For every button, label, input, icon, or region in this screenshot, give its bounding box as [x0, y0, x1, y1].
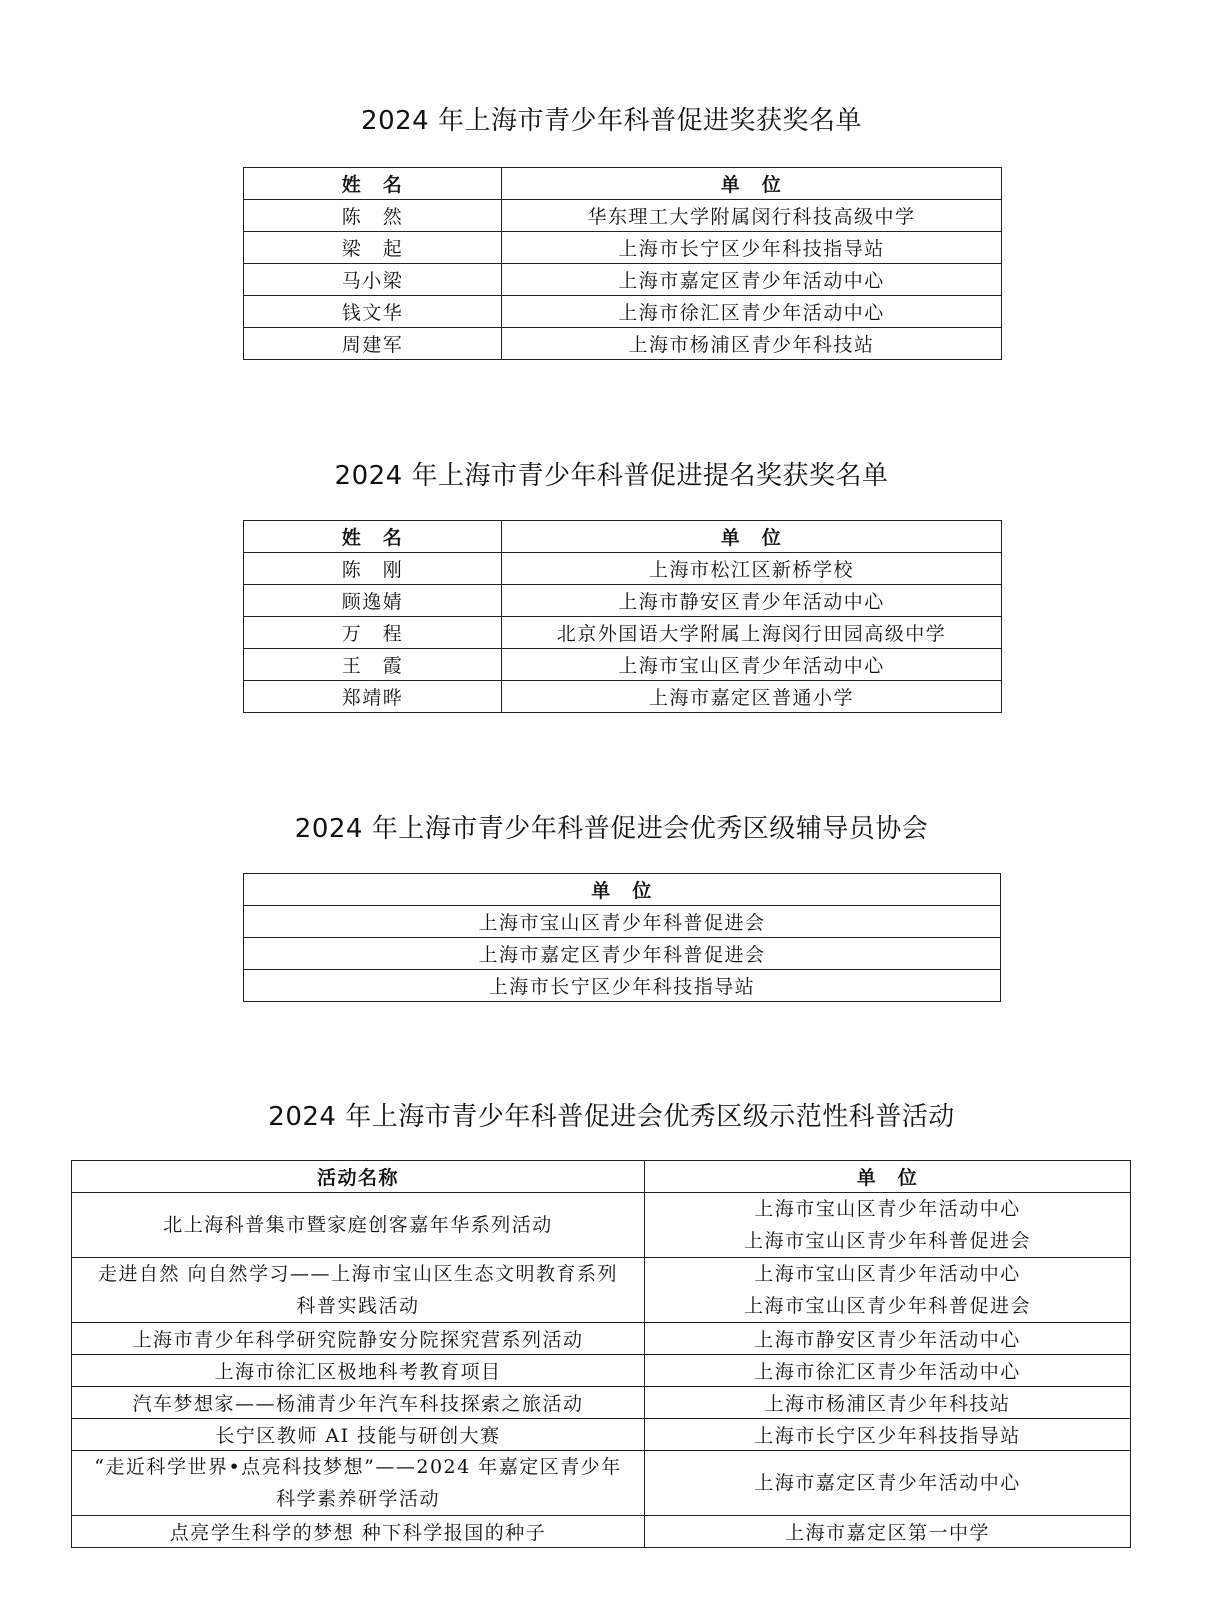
table-row: [72, 1258, 1131, 1323]
activity-line: 科学素养研学活动: [275, 1488, 440, 1510]
table-row: [244, 970, 1001, 1002]
section1-table: [243, 167, 1002, 360]
name-cell: 梁 起: [244, 232, 502, 264]
header-unit: 单 位: [645, 1161, 1131, 1193]
table-row: [244, 264, 1002, 296]
section1-title: 2024 年上海市青少年科普促进奖获奖名单: [361, 106, 862, 136]
unit-line: 上海市宝山区青少年科普促进会: [743, 1295, 1031, 1317]
name-cell: 郑靖晔: [244, 681, 502, 713]
table-row: [244, 906, 1001, 938]
activity-line: 科普实践活动: [296, 1295, 420, 1317]
table-header-row: [244, 874, 1001, 906]
table-row: [72, 1419, 1131, 1451]
table-row: [72, 1323, 1131, 1355]
unit-cell: 上海市宝山区青少年科普促进会: [244, 906, 1001, 938]
unit-cell: [645, 1258, 1131, 1323]
unit-cell: 北京外国语大学附属上海闵行田园高级中学: [502, 617, 1002, 649]
table-row: [244, 328, 1002, 360]
table-row: [72, 1355, 1131, 1387]
table-row: [244, 296, 1002, 328]
unit-cell: 上海市徐汇区青少年活动中心: [502, 296, 1002, 328]
unit-cell: 上海市嘉定区青少年活动中心: [645, 1451, 1131, 1516]
table-row: [72, 1516, 1131, 1548]
name-cell: 陈 刚: [244, 553, 502, 585]
table-row: [244, 938, 1001, 970]
unit-cell: [645, 1193, 1131, 1258]
header-unit: 单 位: [244, 874, 1001, 906]
table-row: [72, 1193, 1131, 1258]
name-cell: 陈 然: [244, 200, 502, 232]
table-row: [244, 649, 1002, 681]
unit-cell: 上海市杨浦区青少年科技站: [502, 328, 1002, 360]
name-cell: 万 程: [244, 617, 502, 649]
table-row: [244, 617, 1002, 649]
unit-cell: 上海市杨浦区青少年科技站: [645, 1387, 1131, 1419]
name-cell: 钱文华: [244, 296, 502, 328]
section2-table: [243, 520, 1002, 713]
unit-cell: 上海市静安区青少年活动中心: [645, 1323, 1131, 1355]
name-cell: 周建军: [244, 328, 502, 360]
table-header-row: [72, 1161, 1131, 1193]
name-cell: 王 霞: [244, 649, 502, 681]
table-row: [72, 1451, 1131, 1516]
section3-table: [243, 873, 1001, 1002]
section3-title: 2024 年上海市青少年科普促进会优秀区级辅导员协会: [294, 814, 929, 844]
unit-cell: 上海市长宁区少年科技指导站: [244, 970, 1001, 1002]
header-unit: 单 位: [502, 521, 1002, 553]
unit-line: 上海市宝山区青少年科普促进会: [743, 1230, 1031, 1252]
activity-line: 走进自然 向自然学习——上海市宝山区生态文明教育系列: [97, 1263, 619, 1285]
header-activity: 活动名称: [72, 1161, 645, 1193]
table-header-row: [244, 168, 1002, 200]
unit-cell: 上海市松江区新桥学校: [502, 553, 1002, 585]
header-unit: 单 位: [502, 168, 1002, 200]
activity-line: “走近科学世界•点亮科技梦想”——2024 年嘉定区青少年: [94, 1456, 622, 1478]
name-cell: 马小梁: [244, 264, 502, 296]
table-row: [244, 681, 1002, 713]
unit-cell: 上海市徐汇区青少年活动中心: [645, 1355, 1131, 1387]
unit-cell: 上海市嘉定区青少年活动中心: [502, 264, 1002, 296]
activity-cell: 长宁区教师 AI 技能与研创大赛: [72, 1419, 645, 1451]
activity-cell: 上海市青少年科学研究院静安分院探究营系列活动: [72, 1323, 645, 1355]
table-row: [244, 585, 1002, 617]
unit-line: 上海市宝山区青少年活动中心: [754, 1263, 1021, 1285]
unit-cell: 上海市嘉定区青少年科普促进会: [244, 938, 1001, 970]
unit-line: 上海市宝山区青少年活动中心: [754, 1198, 1021, 1220]
header-name: 姓 名: [244, 168, 502, 200]
unit-cell: 上海市嘉定区普通小学: [502, 681, 1002, 713]
activity-cell: [72, 1258, 645, 1323]
unit-cell: 上海市嘉定区第一中学: [645, 1516, 1131, 1548]
section4-table: [71, 1160, 1131, 1548]
table-row: [72, 1387, 1131, 1419]
unit-cell: 上海市宝山区青少年活动中心: [502, 649, 1002, 681]
table-row: [244, 232, 1002, 264]
table-row: [244, 553, 1002, 585]
unit-cell: 上海市长宁区少年科技指导站: [645, 1419, 1131, 1451]
activity-cell: [72, 1451, 645, 1516]
activity-cell: 上海市徐汇区极地科考教育项目: [72, 1355, 645, 1387]
activity-cell: 点亮学生科学的梦想 种下科学报国的种子: [72, 1516, 645, 1548]
unit-cell: 上海市静安区青少年活动中心: [502, 585, 1002, 617]
table-header-row: [244, 521, 1002, 553]
unit-cell: 华东理工大学附属闵行科技高级中学: [502, 200, 1002, 232]
activity-cell: 汽车梦想家——杨浦青少年汽车科技探索之旅活动: [72, 1387, 645, 1419]
section4-title: 2024 年上海市青少年科普促进会优秀区级示范性科普活动: [268, 1102, 955, 1132]
section2-title: 2024 年上海市青少年科普促进提名奖获奖名单: [334, 461, 889, 491]
activity-cell: [72, 1193, 645, 1258]
unit-cell: 上海市长宁区少年科技指导站: [502, 232, 1002, 264]
activity-line: 北上海科普集市暨家庭创客嘉年华系列活动: [163, 1214, 553, 1236]
table-row: [244, 200, 1002, 232]
header-name: 姓 名: [244, 521, 502, 553]
name-cell: 顾逸婧: [244, 585, 502, 617]
